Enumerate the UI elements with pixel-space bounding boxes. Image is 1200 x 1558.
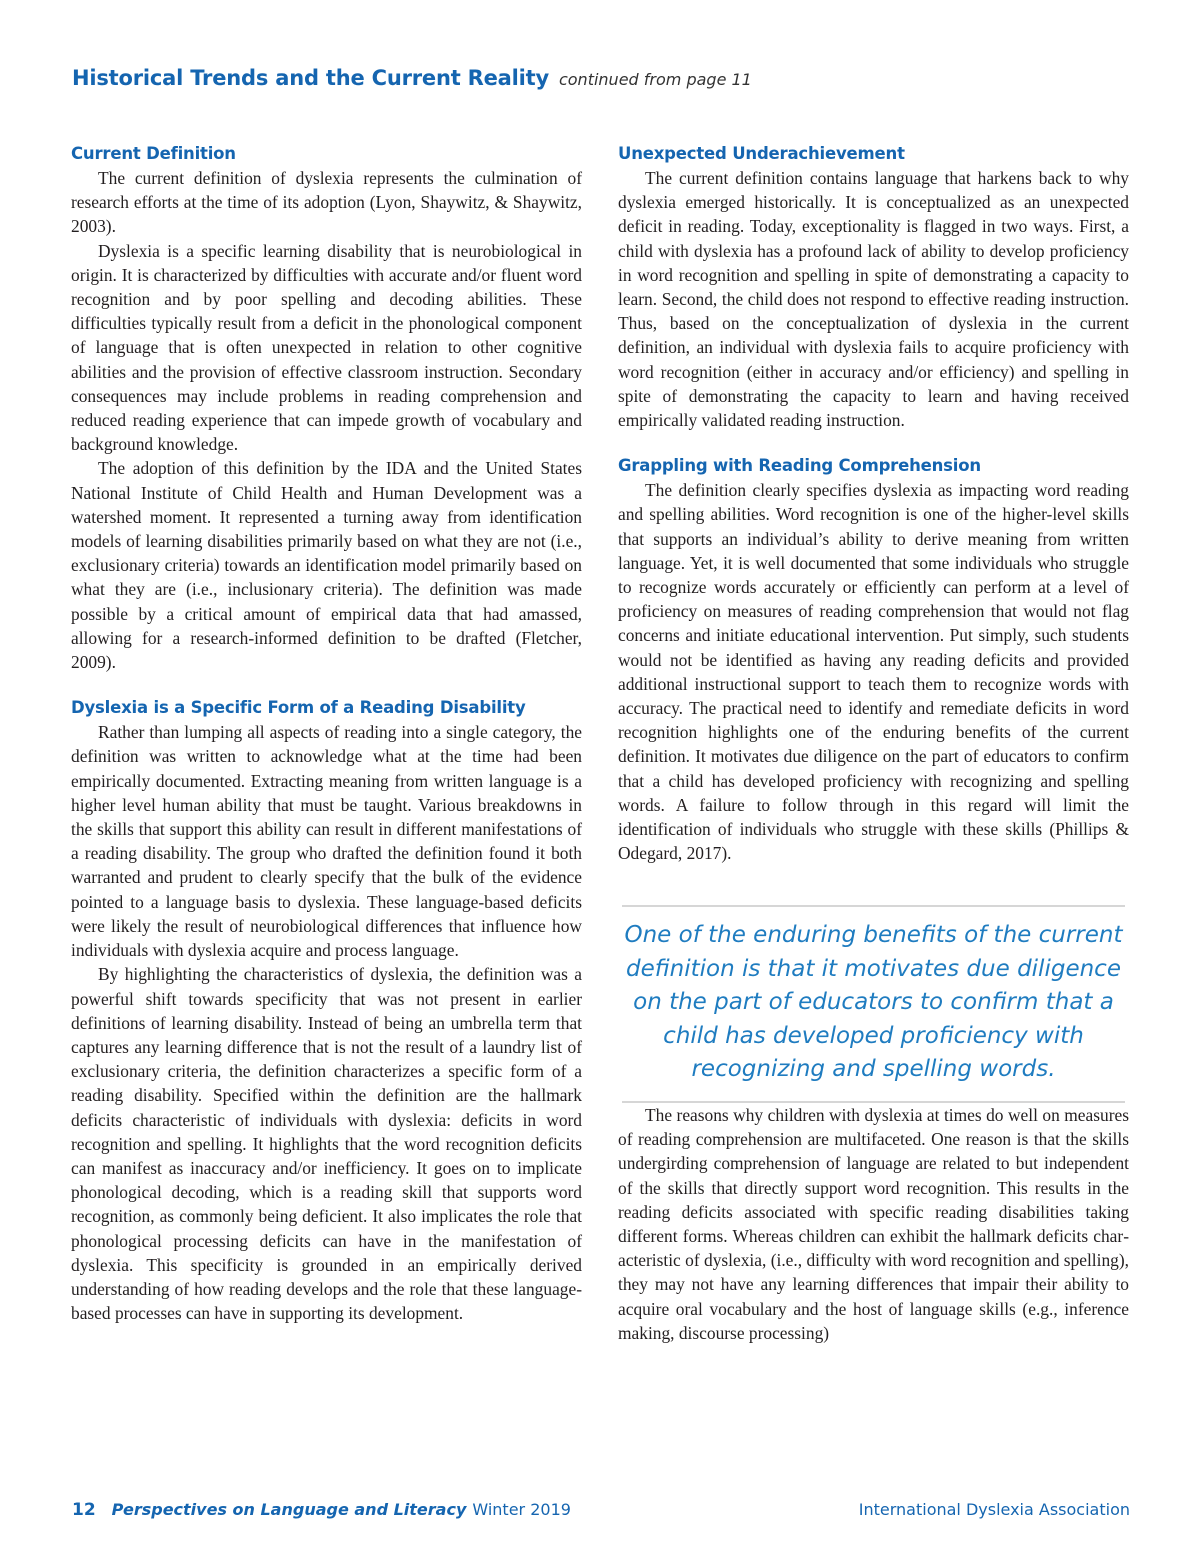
- page-footer: [72, 1500, 1130, 1520]
- article-title: Historical Trends and the Current Reality: [72, 66, 549, 90]
- left-column: [71, 142, 582, 1325]
- organization-name: International Dyslexia Association: [858, 1500, 1130, 1519]
- paragraph: The adoption of this definition by the IDA and the United States National Institute of Child Health and Human Development was a watershed moment. It represented a turning away from identification models of learning disabilities primarily based on what they are not (i.e., exclusionary criteria) towards an identification model primarily based on what they are (i.e., inclusionary criteria). The definition was made possible by a critical amount of empirical data that had amassed, allowing for a research-informed definition to be drafted (Fletcher, 2009).: [71, 458, 582, 673]
- section-heading-specific-form: Dyslexia is a Specific Form of a Reading Disability: [71, 698, 526, 718]
- section-heading-current-definition: Current Definition: [71, 144, 236, 163]
- issue-date: Winter 2019: [472, 1500, 571, 1519]
- journal-name: Perspectives on Language and Literacy: [111, 1500, 467, 1519]
- right-column: [618, 142, 1129, 1345]
- paragraph: By highlighting the characteristics of dyslexia, the definition was a powerful shift towards specificity that was not present in earlier definitions of learning disability. Instead of being an umbrella term that captures any learning difference that is not the result of a laundry list of exclusionary criteria, the definition characterizes a specific form of a reading disability. Specified within the definition are the hallmark deficits characteristic of individuals with dyslexia: deficits in word recognition and spelling. It highlights that the word recognition deficits can manifest as inaccuracy and/or inefficiency. It goes on to implicate phonological decoding, which is a reading skill that supports word recognition, as commonly being deficient. It also implicates the role that phonological processing deficits can have in the manifestation of dyslexia. This specificity is grounded in an empirically derived understanding of how reading develops and the role that these language-based processes can have in supporting its development.: [71, 964, 582, 1324]
- continued-note: continued from page 11: [558, 70, 752, 89]
- page-number: 12: [72, 1500, 96, 1520]
- paragraph: The current definition contains language that harkens back to why dyslexia emerged historically. It is conceptualized as an unexpected deficit in reading. Today, exceptionality is flagged in two ways. First, a child with dyslexia has a profound lack of ability to develop proficiency in word recognition and spelling in spite of demonstrating a capacity to learn. Second, the child does not respond to effective reading instruction. Thus, based on the conceptualization of dyslexia in the current definition, an individual with dyslexia fails to acquire proficiency with word recognition (either in accuracy and/or efficiency) and spelling in spite of demonstrating the capacity to learn and having received empirically validated reading instruction.: [618, 168, 1129, 431]
- pull-quote: One of the enduring benefits of the current definition is that it motivates due diligence on the part of educators to confirm that a child has developed proficiency with recognizing and spelling words.: [622, 905, 1125, 1103]
- definition-quote: Dyslexia is a specific learning disability that is neurobiological in origin. It is characterized by difficulties with accurate and/or fluent word recognition and by poor spelling and decoding abilities. These difficulties typically result from a deficit in the phonological component of language that is often unexpected in relation to other cognitive abilities and the provision of effective classroom instruction. Secondary consequences may include problems in reading comprehension and reduced reading experience that can impede growth of vocabulary and background knowledge.: [71, 240, 582, 455]
- page-header: [72, 66, 1132, 90]
- paragraph: The reasons why children with dyslexia at times do well on measures of reading comprehension are multifaceted. One reason is that the skills undergirding comprehension of language are related to but independent of the skills that directly support word recognition. This results in the reading deficits associated with specific reading disabilities taking different forms. Whereas children can exhibit the hallmark deficits characteristic of dyslexia, (i.e., difficulty with word recognition and spelling), they may not have any learning differences that impair their ability to acquire oral vocabulary and the host of language skills (e.g., inference making, discourse processing): [618, 1104, 1129, 1343]
- paragraph: The definition clearly specifies dyslexia as impacting word reading and spelling abilities. Word recognition is one of the higher-level skills that supports an individual’s ability to derive meaning from written language. Yet, it is well documented that some individuals who struggle to recognize words accurately or efficiently can perform at a level of proficiency on measures of reading comprehension that would not flag concerns and initiate educational intervention. Put simply, such students would not be identified as having any reading deficits and provided additional instructional support to teach them to recognize words with accuracy. The practical need to identify and remediate deficits in word recognition highlights one of the enduring benefits of the current definition. It motivates due diligence on the part of educators to confirm that a child has developed proficiency with recognizing and spelling words. A failure to follow through in this regard will limit the identification of individuals who struggle with these skills (Phillips & Odegard, 2017).: [618, 480, 1129, 864]
- section-heading-unexpected-underachievement: Unexpected Underachievement: [618, 144, 905, 163]
- paragraph: The current definition of dyslexia represents the culmination of research efforts at the time of its adoption (Lyon, Shaywitz, & Shaywitz, 2003).: [71, 168, 582, 237]
- section-heading-reading-comprehension: Grappling with Reading Comprehension: [618, 456, 981, 476]
- paragraph: Rather than lumping all aspects of reading into a single category, the definition was written to acknowledge what at the time had been empirically documented. Extracting meaning from written language is a higher level human ability that must be taught. Various breakdowns in the skills that support this ability can result in different manifestations of a reading disability. The group who drafted the definition found it both warranted and prudent to clearly specify that the bulk of the evidence pointed to a language basis to dyslexia. These language-based deficits were likely the result of neurobiological differences that influence how individuals with dyslexia acquire and process language.: [71, 722, 582, 961]
